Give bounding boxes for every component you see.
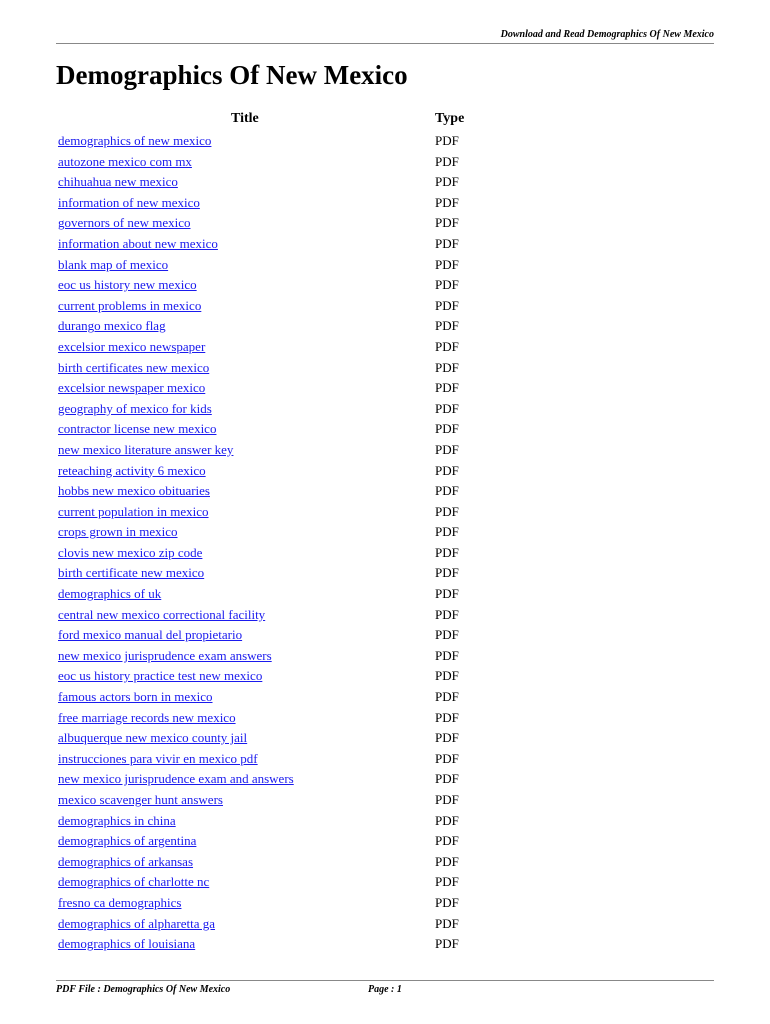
document-link[interactable]: instrucciones para vivir en mexico pdf <box>58 750 258 766</box>
table-row <box>58 378 718 399</box>
table-row <box>58 749 718 770</box>
file-type-label: PDF <box>435 441 459 457</box>
table-row <box>58 914 718 935</box>
file-type-label: PDF <box>435 647 459 663</box>
file-type-label: PDF <box>435 318 459 334</box>
document-link[interactable]: hobbs new mexico obituaries <box>58 483 210 499</box>
document-link[interactable]: demographics of new mexico <box>58 133 212 148</box>
document-link[interactable]: information of new mexico <box>58 194 200 210</box>
document-link[interactable]: demographics of arkansas <box>58 853 194 869</box>
document-link[interactable]: excelsior newspaper mexico <box>58 380 206 396</box>
table-row <box>58 502 718 523</box>
document-list <box>58 131 718 955</box>
document-title: Demographics Of New Mexico <box>56 60 408 90</box>
table-row <box>58 461 718 482</box>
file-type-label: PDF <box>435 524 459 540</box>
file-type-label: PDF <box>435 750 459 766</box>
document-link[interactable]: excelsior mexico newspaper <box>58 338 206 354</box>
document-link[interactable]: new mexico literature answer key <box>58 441 234 457</box>
document-link[interactable]: new mexico jurisprudence exam answers <box>58 647 272 663</box>
table-row <box>58 790 718 811</box>
table-row <box>58 708 718 729</box>
table-row <box>58 687 718 708</box>
table-row <box>58 934 718 955</box>
document-link[interactable]: mexico scavenger hunt answers <box>58 792 223 807</box>
file-type-label: PDF <box>435 421 459 437</box>
file-type-label: PDF <box>435 503 459 519</box>
table-row <box>58 296 718 317</box>
file-type-label: PDF <box>435 853 459 869</box>
table-row <box>58 522 718 543</box>
file-type-label: PDF <box>435 277 459 293</box>
footer-divider <box>56 980 714 981</box>
file-type-label: PDF <box>435 338 459 354</box>
document-link[interactable]: crops grown in mexico <box>58 524 178 540</box>
table-row <box>58 213 718 234</box>
document-link[interactable]: albuquerque new mexico county jail <box>58 730 248 746</box>
table-row <box>58 152 718 173</box>
document-link[interactable]: new mexico jurisprudence exam and answers <box>58 771 294 787</box>
document-link[interactable]: current problems in mexico <box>58 297 202 313</box>
table-row <box>58 666 718 687</box>
table-row <box>58 563 718 584</box>
column-header-title: Title <box>231 111 259 126</box>
file-type-label: PDF <box>435 915 459 931</box>
file-type-label: PDF <box>435 297 459 313</box>
file-type-label: PDF <box>435 256 459 272</box>
file-type-label: PDF <box>435 812 459 828</box>
file-type-label: PDF <box>435 833 459 849</box>
table-row <box>58 358 718 379</box>
file-type-label: PDF <box>435 483 459 499</box>
document-link[interactable]: demographics of charlotte nc <box>58 874 210 890</box>
document-link[interactable]: free marriage records new mexico <box>58 709 236 725</box>
document-link[interactable]: demographics in china <box>58 812 176 828</box>
document-link[interactable]: famous actors born in mexico <box>58 689 213 705</box>
file-type-label: PDF <box>435 235 459 251</box>
header-divider <box>56 43 714 44</box>
file-type-label: PDF <box>435 606 459 622</box>
table-row <box>58 255 718 276</box>
table-row <box>58 440 718 461</box>
file-type-label: PDF <box>435 668 459 684</box>
table-row <box>58 769 718 790</box>
table-header <box>56 111 716 131</box>
file-type-label: PDF <box>435 565 459 581</box>
document-link[interactable]: demographics of argentina <box>58 833 197 849</box>
file-type-label: PDF <box>435 730 459 746</box>
document-link[interactable]: information about new mexico <box>58 235 218 251</box>
table-row <box>58 872 718 893</box>
file-type-label: PDF <box>435 709 459 725</box>
file-type-label: PDF <box>435 627 459 643</box>
table-row <box>58 275 718 296</box>
document-link[interactable]: geography of mexico for kids <box>58 400 212 416</box>
file-type-label: PDF <box>435 586 459 602</box>
table-row <box>58 625 718 646</box>
document-link[interactable]: governors of new mexico <box>58 215 191 231</box>
file-type-label: PDF <box>435 894 459 910</box>
file-type-label: PDF <box>435 689 459 705</box>
table-row <box>58 131 718 152</box>
table-row <box>58 193 718 214</box>
document-link[interactable]: current population in mexico <box>58 503 209 519</box>
table-row <box>58 543 718 564</box>
file-type-label: PDF <box>435 771 459 787</box>
table-row <box>58 584 718 605</box>
table-row <box>58 728 718 749</box>
file-type-label: PDF <box>435 400 459 416</box>
page-header-text: Download and Read Demographics Of New Mexico <box>500 29 714 40</box>
document-link[interactable]: demographics of alpharetta ga <box>58 915 216 931</box>
document-link[interactable]: autozone mexico com mx <box>58 153 192 169</box>
file-type-label: PDF <box>435 936 459 952</box>
footer-file-label: PDF File : Demographics Of New Mexico <box>56 984 231 995</box>
file-type-label: PDF <box>435 792 459 807</box>
file-type-label: PDF <box>435 544 459 560</box>
table-row <box>58 172 718 193</box>
file-type-label: PDF <box>435 359 459 375</box>
file-type-label: PDF <box>435 133 459 148</box>
table-row <box>58 234 718 255</box>
file-type-label: PDF <box>435 380 459 396</box>
document-link[interactable]: ford mexico manual del propietario <box>58 627 243 643</box>
document-link[interactable]: blank map of mexico <box>58 256 169 272</box>
document-link[interactable]: chihuahua new mexico <box>58 174 178 190</box>
document-link[interactable]: demographics of louisiana <box>58 936 196 952</box>
table-row <box>58 811 718 832</box>
document-link[interactable]: birth certificate new mexico <box>58 565 205 581</box>
table-row <box>58 852 718 873</box>
document-link[interactable]: eoc us history practice test new mexico <box>58 668 263 684</box>
file-type-label: PDF <box>435 174 459 190</box>
document-link[interactable]: demographics of uk <box>58 586 162 602</box>
table-row <box>58 419 718 440</box>
table-row <box>58 893 718 914</box>
document-link[interactable]: eoc us history new mexico <box>58 277 197 293</box>
column-header-type: Type <box>435 111 465 126</box>
document-link[interactable]: fresno ca demographics <box>58 894 182 910</box>
document-link[interactable]: central new mexico correctional facility <box>58 606 266 622</box>
table-row <box>58 481 718 502</box>
file-type-label: PDF <box>435 462 459 478</box>
file-type-label: PDF <box>435 874 459 890</box>
file-type-label: PDF <box>435 153 459 169</box>
table-row <box>58 646 718 667</box>
file-type-label: PDF <box>435 194 459 210</box>
table-row <box>58 337 718 358</box>
table-row <box>58 605 718 626</box>
document-link[interactable]: birth certificates new mexico <box>58 359 210 375</box>
table-row <box>58 399 718 420</box>
document-link[interactable]: reteaching activity 6 mexico <box>58 462 206 478</box>
document-link[interactable]: contractor license new mexico <box>58 421 217 437</box>
table-row <box>58 831 718 852</box>
document-link[interactable]: durango mexico flag <box>58 318 166 334</box>
table-row <box>58 316 718 337</box>
file-type-label: PDF <box>435 215 459 231</box>
document-link[interactable]: clovis new mexico zip code <box>58 544 203 560</box>
footer-page-number: Page : 1 <box>368 984 402 995</box>
